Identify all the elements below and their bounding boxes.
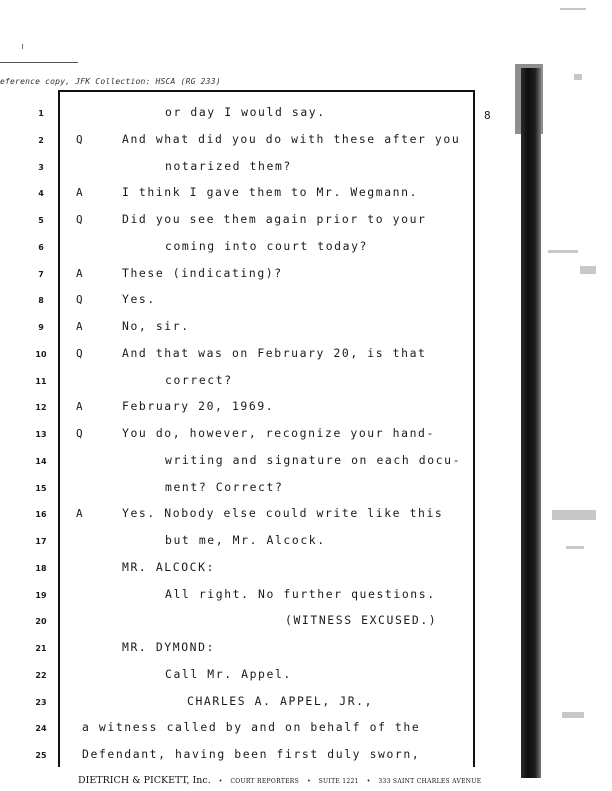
footer-bullet: •	[366, 778, 371, 785]
speaker-label: Q	[76, 293, 83, 307]
scan-mark	[22, 44, 23, 49]
scan-noise	[566, 546, 584, 549]
line-number: 11	[35, 376, 47, 386]
reference-header: eference copy, JFK Collection: HSCA (RG 233)	[0, 77, 221, 86]
line-number: 25	[35, 751, 47, 760]
line-text: but me, Mr. Alcock.	[165, 533, 326, 547]
line-number: 1	[38, 109, 44, 118]
line-text: Did you see them again prior to your	[122, 212, 427, 226]
line-number: 4	[38, 189, 44, 199]
speaker-label: A	[76, 266, 83, 280]
speaker-label: A	[76, 186, 83, 200]
speaker-label: A	[76, 507, 83, 521]
footer-bullet: •	[218, 778, 223, 785]
line-text: I think I gave them to Mr. Wegmann.	[122, 185, 419, 200]
line-number: 12	[35, 403, 47, 413]
footer-service: COURT REPORTERS	[230, 778, 300, 785]
scan-noise	[580, 266, 596, 274]
line-text: MR. ALCOCK:	[122, 559, 216, 574]
footer-bullet: •	[307, 778, 311, 785]
line-number: 16	[35, 510, 47, 520]
line-text: CHARLES A. APPEL, JR.,	[187, 693, 374, 708]
line-number: 18	[35, 563, 47, 573]
line-text: Yes.	[122, 292, 156, 307]
line-number: 22	[35, 670, 47, 680]
line-text: These (indicating)?	[122, 265, 283, 280]
scan-noise	[560, 8, 586, 10]
scan-noise	[552, 510, 596, 520]
line-text: Call Mr. Appel.	[165, 666, 292, 681]
scan-noise	[548, 250, 578, 253]
page-number: 8	[484, 109, 491, 122]
line-number: 6	[38, 242, 44, 252]
line-text: February 20, 1969.	[122, 399, 275, 414]
line-number: 10	[35, 349, 47, 359]
line-text: You do, however, recognize your hand-	[122, 426, 435, 440]
reporter-footer	[78, 775, 498, 786]
line-text: Yes. Nobody else could write like this	[122, 506, 444, 521]
line-number: 14	[35, 456, 47, 466]
line-text: notarized them?	[165, 158, 292, 173]
line-text: writing and signature on each docu-	[165, 452, 462, 467]
line-number: 17	[35, 537, 47, 546]
footer-suite: SUITE 1221	[318, 778, 359, 785]
line-text: correct?	[165, 372, 233, 387]
line-text: Defendant, having been first duly sworn,	[82, 747, 421, 761]
line-number: 8	[38, 296, 44, 306]
line-text: coming into court today?	[165, 238, 368, 253]
line-text: MR. DYMOND:	[122, 640, 216, 654]
line-text: All right. No further questions.	[165, 586, 436, 601]
header-rule	[0, 62, 78, 63]
scan-edge-bar	[521, 68, 541, 778]
line-text: And that was on February 20, is that	[122, 345, 427, 360]
scan-noise	[574, 74, 582, 80]
speaker-label: Q	[76, 427, 83, 440]
line-number: 20	[35, 617, 47, 627]
line-text: (WITNESS EXCUSED.)	[285, 613, 438, 628]
line-number: 15	[35, 483, 47, 493]
line-number: 5	[38, 216, 44, 225]
line-text: No, sir.	[122, 319, 190, 333]
line-text: ment? Correct?	[165, 479, 284, 494]
speaker-label: Q	[76, 346, 83, 360]
line-number: 24	[35, 724, 47, 734]
footer-address: 333 SAINT CHARLES AVENUE	[378, 778, 482, 785]
line-number: 7	[38, 269, 44, 279]
line-number: 23	[35, 697, 47, 707]
speaker-label: Q	[76, 213, 83, 226]
line-number: 3	[38, 162, 44, 172]
speaker-label: Q	[76, 132, 83, 146]
line-number: 19	[35, 590, 47, 600]
footer-firm: DIETRICH & PICKETT, Inc.	[78, 775, 211, 786]
line-number: 13	[35, 430, 47, 439]
speaker-label: A	[76, 320, 83, 333]
line-text: or day I would say.	[165, 105, 326, 119]
speaker-label: A	[76, 400, 83, 414]
line-number: 21	[35, 644, 47, 653]
line-text: a witness called by and on behalf of the	[82, 720, 421, 735]
line-text: And what did you do with these after you	[122, 131, 461, 146]
line-number: 9	[38, 323, 44, 332]
scan-noise	[562, 712, 584, 718]
line-number: 2	[38, 135, 44, 145]
